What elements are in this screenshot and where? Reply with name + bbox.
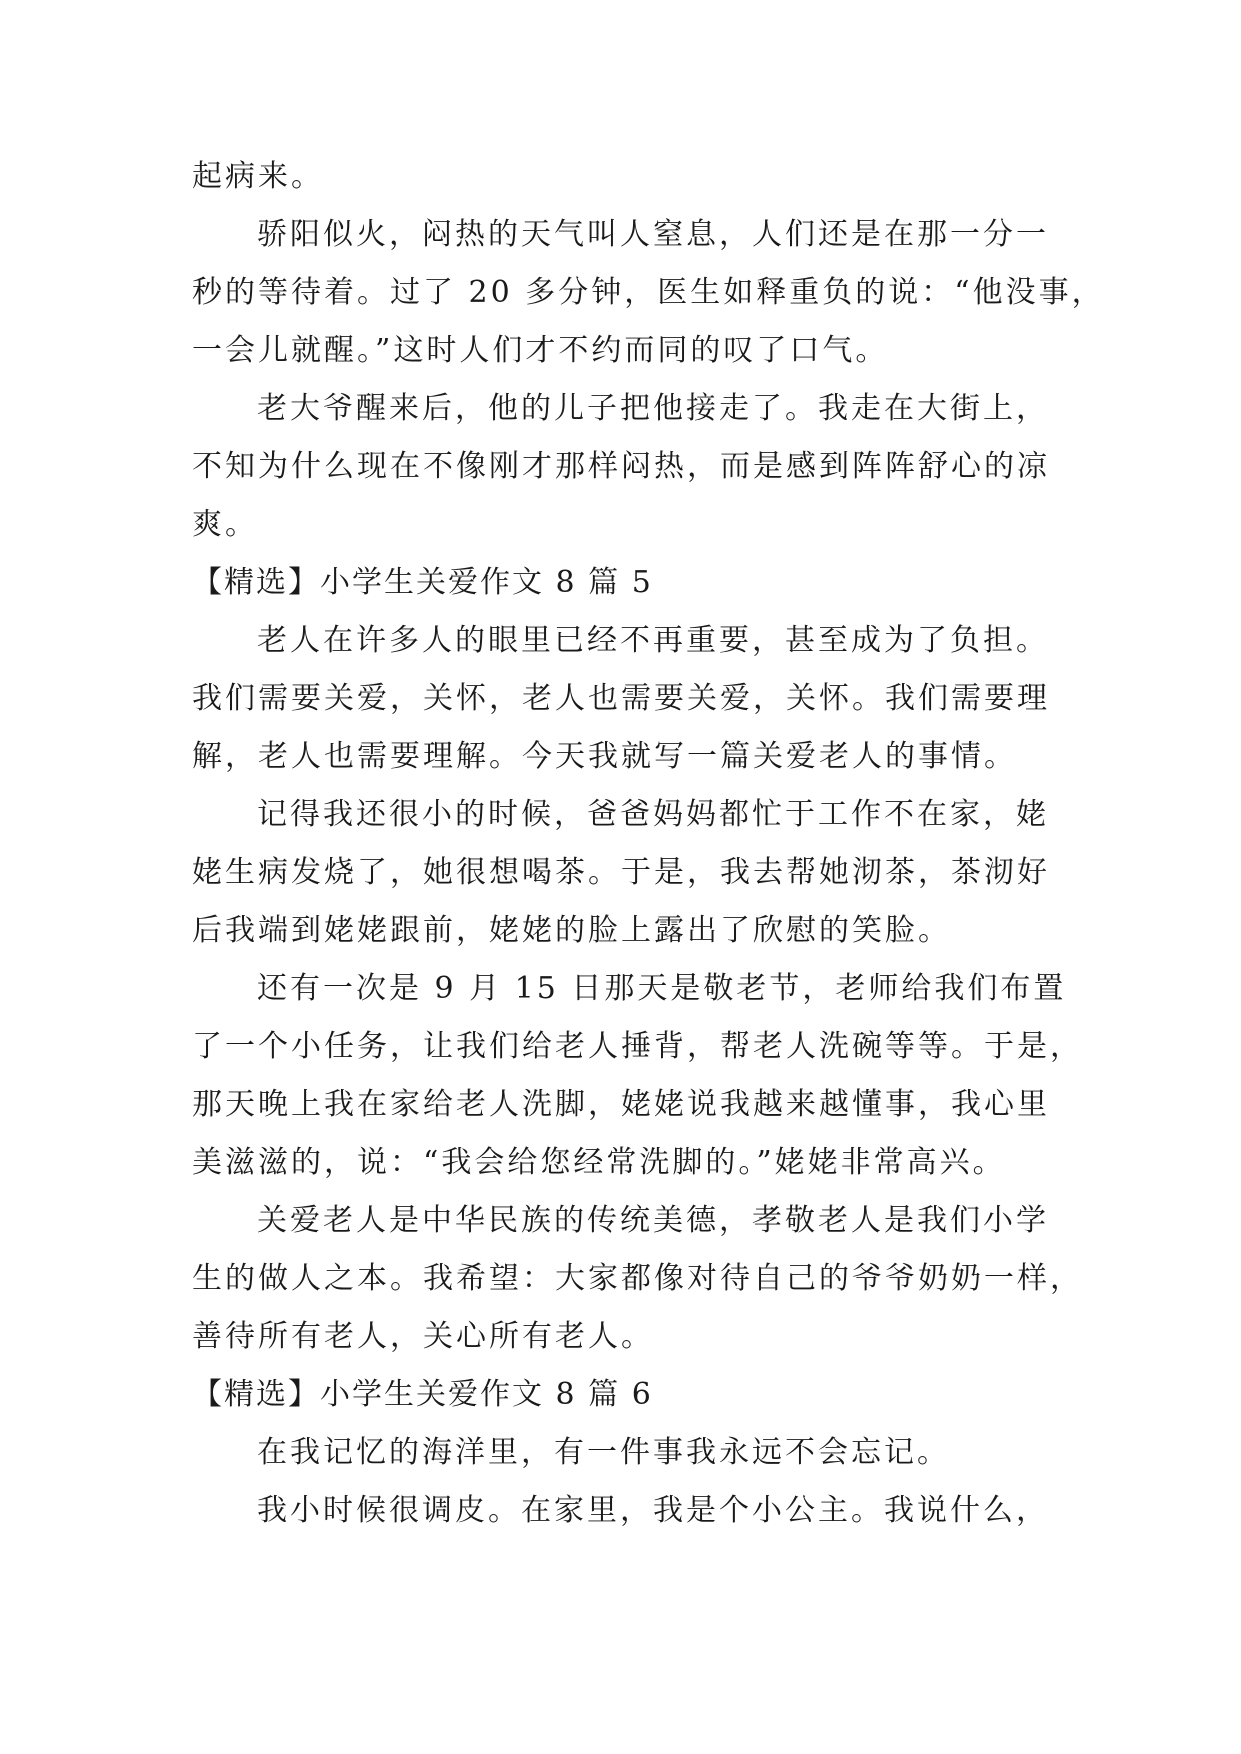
section-heading <box>192 1366 1092 1424</box>
text-line: 美滋滋的，说：“我会给您经常洗脚的。”姥姥非常高兴。 <box>192 1145 1006 1180</box>
text-line: 一会儿就醒。”这时人们才不约而同的叹了口气。 <box>192 333 889 368</box>
text-line: 秒的等待着。过了 20 多分钟，医生如释重负的说：“他没事， <box>192 275 1105 310</box>
paragraph <box>192 1192 1092 1366</box>
document-body <box>192 148 1105 1540</box>
text-line: 老人在许多人的眼里已经不再重要，甚至成为了负担。 <box>257 623 1049 658</box>
text-line: 【精选】小学生关爱作文 8 篇 5 <box>192 565 653 600</box>
paragraph <box>192 960 1092 1192</box>
text-line: 生的做人之本。我希望：大家都像对待自己的爷爷奶奶一样， <box>192 1261 1083 1296</box>
paragraph <box>192 148 1092 206</box>
text-line: 记得我还很小的时候，爸爸妈妈都忙于工作不在家，姥 <box>257 797 1049 832</box>
text-line: 爽。 <box>192 507 258 542</box>
text-line: 后我端到姥姥跟前，姥姥的脸上露出了欣慰的笑脸。 <box>192 913 951 948</box>
paragraph <box>192 786 1092 960</box>
text-line: 那天晚上我在家给老人洗脚，姥姥说我越来越懂事，我心里 <box>192 1087 1050 1122</box>
text-line: 解，老人也需要理解。今天我就写一篇关爱老人的事情。 <box>192 739 1017 774</box>
text-line: 起病来。 <box>192 159 324 194</box>
text-line: 老大爷醒来后，他的儿子把他接走了。我走在大街上， <box>257 391 1049 426</box>
text-line: 我们需要关爱，关怀，老人也需要关爱，关怀。我们需要理 <box>192 681 1050 716</box>
text-line: 了一个小任务，让我们给老人捶背，帮老人洗碗等等。于是， <box>192 1029 1083 1064</box>
paragraph <box>192 206 1105 380</box>
paragraph <box>192 1482 1092 1540</box>
text-line: 善待所有老人，关心所有老人。 <box>192 1319 654 1354</box>
text-line: 不知为什么现在不像刚才那样闷热，而是感到阵阵舒心的凉 <box>192 449 1050 484</box>
section-heading <box>192 554 1092 612</box>
paragraph <box>192 612 1092 786</box>
text-line: 我小时候很调皮。在家里，我是个小公主。我说什么， <box>257 1493 1049 1528</box>
paragraph <box>192 1424 1092 1482</box>
text-line: 姥生病发烧了，她很想喝茶。于是，我去帮她沏茶，茶沏好 <box>192 855 1050 890</box>
text-line: 骄阳似火，闷热的天气叫人窒息，人们还是在那一分一 <box>257 217 1049 252</box>
text-line: 【精选】小学生关爱作文 8 篇 6 <box>192 1377 653 1412</box>
paragraph <box>192 380 1092 554</box>
text-line: 还有一次是 9 月 15 日那天是敬老节，老师给我们布置 <box>257 971 1067 1006</box>
text-line: 在我记忆的海洋里，有一件事我永远不会忘记。 <box>257 1435 950 1470</box>
text-line: 关爱老人是中华民族的传统美德，孝敬老人是我们小学 <box>257 1203 1049 1238</box>
